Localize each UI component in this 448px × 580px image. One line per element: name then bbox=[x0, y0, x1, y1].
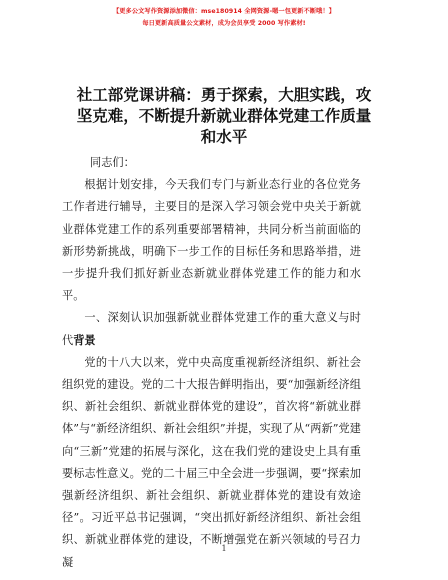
document-body bbox=[62, 152, 361, 574]
promo-banner-line2: 每日更新高质量公文素材，成为会员享受 2000 写作素材! bbox=[142, 20, 306, 27]
section-heading-text: 一、深刻认识加强新就业群体党建工作的重大意义与时代 bbox=[62, 311, 361, 347]
section-heading bbox=[62, 307, 361, 351]
intro-paragraph: 根据计划安排，今天我们专门与新业态行业的各位党务工作者进行辅导，主要目的是深入学习领会党中央关于新就业群体党建工作的系列重要部署精神，共同分析当前面临的新形势新挑战，明确下一步工作的目标任务和思路举措，进一步提升我们抓好新业态新就业群体党建工作的能力和水平。 bbox=[62, 178, 361, 303]
page-number: 1 bbox=[221, 544, 227, 553]
section-paragraph: 党的十八大以来，党中央高度重视新经济组织、新社会组织党的建设。党的二十大报告鲜明指出，要“加强新经济组织、新社会组织、新就业群体党的建设”，首次将“新就业群体”与“新经济组织、新社会组织”并提，实现了从“两新”党建向“三新”党建的拓展与深化，这在我们党的建设史上具有重要标志性意义。党的二十届三中全会进一步强调，要“探索加强新经济组织、新社会组织、新就业群体党的建设有效途径”。习近平总书记强调，“突出抓好新经济组织、新社会组织、新就业群体党的建设，不断增强党在新兴领域的号召力凝 bbox=[62, 355, 361, 569]
document-title: 社工部党课讲稿：勇于探索，大胆实践，攻坚克难，不断提升新就业群体党建工作质量和水平 bbox=[76, 86, 372, 146]
greeting: 同志们： bbox=[90, 156, 135, 169]
promo-banner-line1: 【更多公文写作资源添加微信：mse180914 全网资源-嗯一包更新不断哦！】 bbox=[112, 8, 336, 15]
promo-banner bbox=[60, 6, 388, 30]
section-heading-bold-text: 背景 bbox=[73, 333, 96, 347]
